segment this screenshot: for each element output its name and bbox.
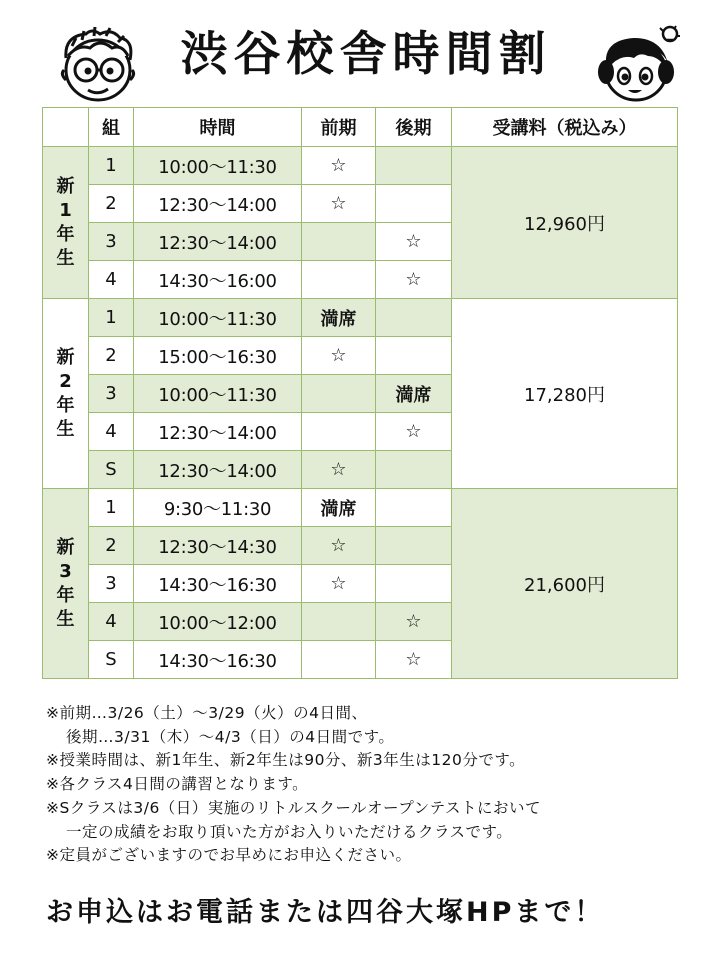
table-row — [43, 147, 678, 185]
group-cell: S — [89, 641, 134, 679]
group-cell: 4 — [89, 261, 134, 299]
fee-cell: 12,960円 — [452, 147, 678, 299]
fee-cell: 17,280円 — [452, 299, 678, 489]
header-fee: 受講料（税込み） — [452, 108, 678, 147]
group-cell: 1 — [89, 489, 134, 527]
group-cell: 3 — [89, 223, 134, 261]
notes — [46, 702, 706, 868]
group-cell: 4 — [89, 413, 134, 451]
first-term-cell — [302, 603, 376, 641]
first-term-cell: 満席 — [302, 489, 376, 527]
table-header-row — [43, 108, 678, 147]
first-term-cell — [302, 375, 376, 413]
second-term-cell — [376, 299, 452, 337]
group-cell: 3 — [89, 375, 134, 413]
time-cell: 12:30～14:30 — [134, 527, 302, 565]
second-term-cell: ☆ — [376, 641, 452, 679]
first-term-cell — [302, 413, 376, 451]
timetable — [42, 107, 678, 679]
first-term-cell: ☆ — [302, 147, 376, 185]
group-cell: S — [89, 451, 134, 489]
second-term-cell — [376, 489, 452, 527]
first-term-cell — [302, 641, 376, 679]
time-cell: 12:30～14:00 — [134, 185, 302, 223]
second-term-cell: ☆ — [376, 603, 452, 641]
time-cell: 9:30～11:30 — [134, 489, 302, 527]
fee-cell: 21,600円 — [452, 489, 678, 679]
note-line: 後期…3/31（木）～4/3（日）の4日間です。 — [66, 727, 395, 746]
time-cell: 10:00～11:30 — [134, 147, 302, 185]
time-cell: 10:00～11:30 — [134, 299, 302, 337]
time-cell: 12:30～14:00 — [134, 451, 302, 489]
first-term-cell: ☆ — [302, 565, 376, 603]
header-first-term: 前期 — [302, 108, 376, 147]
note-line: ※定員がございますのでお早めにお申込ください。 — [46, 846, 412, 865]
note-line: ※授業時間は、新1年生、新2年生は90分、新3年生は120分です。 — [46, 751, 526, 770]
time-cell: 14:30～16:30 — [134, 641, 302, 679]
group-cell: 1 — [89, 147, 134, 185]
note-line: 一定の成績をお取り頂いた方がお入りいただけるクラスです。 — [66, 822, 513, 841]
header-second-term: 後期 — [376, 108, 452, 147]
time-cell: 15:00～16:30 — [134, 337, 302, 375]
time-cell: 14:30～16:30 — [134, 565, 302, 603]
note-line: ※前期…3/26（土）～3/29（火）の4日間、 — [46, 704, 368, 722]
group-cell: 3 — [89, 565, 134, 603]
first-term-cell: ☆ — [302, 337, 376, 375]
first-term-cell: ☆ — [302, 185, 376, 223]
time-cell: 10:00～12:00 — [134, 603, 302, 641]
note-line: ※各クラス4日間の講習となります。 — [46, 775, 309, 794]
boy-glasses-illustration — [56, 26, 140, 106]
note-line: ※Sクラスは3/6（日）実施のリトルスクールオープンテストにおいて — [46, 798, 542, 817]
second-term-cell — [376, 185, 452, 223]
group-cell: 2 — [89, 185, 134, 223]
grade-label: 新 3 年 生 — [43, 489, 89, 679]
call-to-action: お申込はお電話または四谷大塚HPまで！ — [46, 897, 605, 928]
grade-label: 新 2 年 生 — [43, 299, 89, 489]
second-term-cell: ☆ — [376, 261, 452, 299]
table-row — [43, 489, 678, 527]
second-term-cell: ☆ — [376, 413, 452, 451]
first-term-cell: 満席 — [302, 299, 376, 337]
page-title: 渋谷校舎時間割 — [180, 27, 552, 82]
group-cell: 2 — [89, 527, 134, 565]
group-cell: 2 — [89, 337, 134, 375]
second-term-cell — [376, 565, 452, 603]
first-term-cell: ☆ — [302, 527, 376, 565]
header-group: 組 — [89, 108, 134, 147]
second-term-cell: ☆ — [376, 223, 452, 261]
second-term-cell — [376, 337, 452, 375]
header — [0, 0, 720, 100]
girl-illustration — [598, 24, 682, 104]
time-cell: 12:30～14:00 — [134, 413, 302, 451]
second-term-cell — [376, 147, 452, 185]
first-term-cell — [302, 261, 376, 299]
second-term-cell: 満席 — [376, 375, 452, 413]
grade-label: 新 1 年 生 — [43, 147, 89, 299]
time-cell: 10:00～11:30 — [134, 375, 302, 413]
group-cell: 1 — [89, 299, 134, 337]
header-grade-blank — [43, 108, 89, 147]
group-cell: 4 — [89, 603, 134, 641]
second-term-cell — [376, 527, 452, 565]
first-term-cell: ☆ — [302, 451, 376, 489]
header-time: 時間 — [134, 108, 302, 147]
time-cell: 14:30～16:00 — [134, 261, 302, 299]
time-cell: 12:30～14:00 — [134, 223, 302, 261]
table-row — [43, 299, 678, 337]
second-term-cell — [376, 451, 452, 489]
first-term-cell — [302, 223, 376, 261]
